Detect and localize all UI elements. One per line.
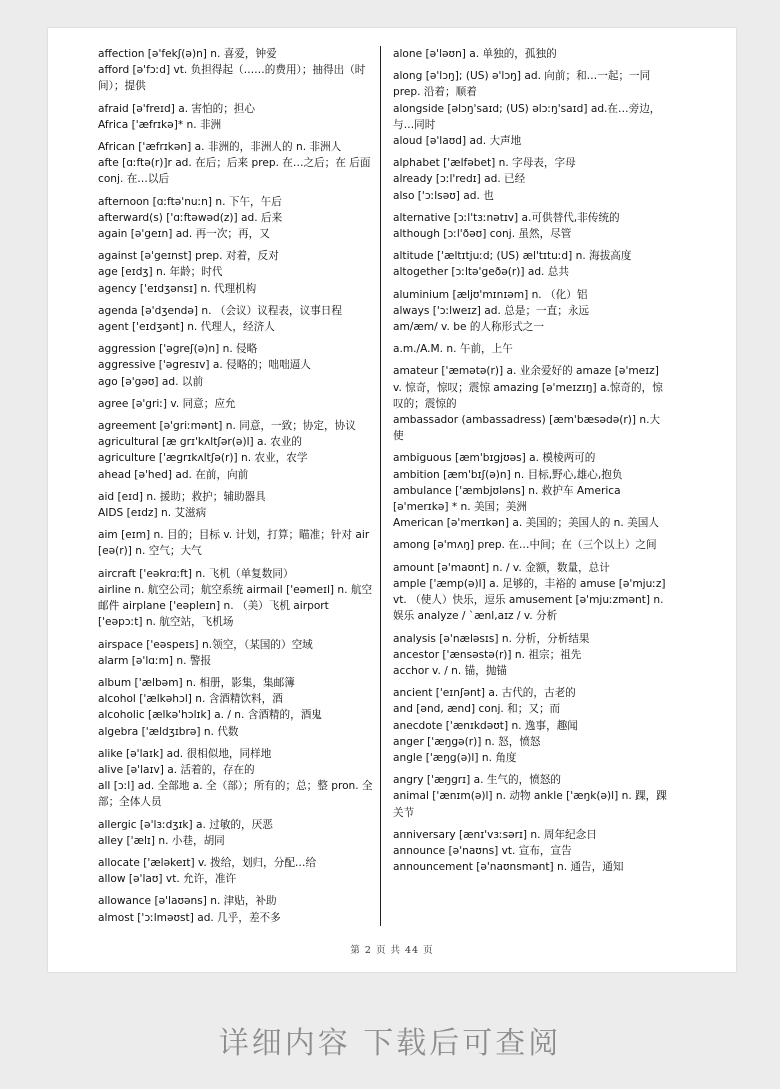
vocab-entry: alike [ə'laɪk] ad. 很相似地，同样地 alive [ə'laɪv] a. 活着的，存在的 all [ɔːl] ad. 全部地 a. 全（部）；所有的；总；整 pron. 全部；全体人员 xyxy=(98,747,373,809)
current-page-number: 2 xyxy=(364,945,372,956)
footer-prefix: 第 xyxy=(350,945,361,956)
total-page-count: 44 xyxy=(404,945,420,956)
vocab-entry: amount [ə'maʊnt] n. / v. 金额，数量，总计 ample ['æmp(ə)l] a. 足够的，丰裕的 amuse [ə'mjuːz] vt. （使人）快乐，逗乐 amusement [ə'mjuːzmənt] n. 娱乐 analyze / `ænl,aɪz / v. 分析 xyxy=(393,561,666,623)
vocab-entry: aim [eɪm] n. 目的；目标 v. 计划，打算；瞄准；针对 air [eə(r)] n. 空气；大气 xyxy=(98,529,370,558)
download-caption: 详细内容 下载后可查阅 xyxy=(218,1026,562,1061)
vocab-entry: album ['ælbəm] n. 相册，影集，集邮簿 alcohol ['ælkəhɔl] n. 含酒精饮料，酒 alcoholic [ælkə'hɔlɪk] a. / n. 含酒精的，酒鬼 algebra ['ældʒɪbrə] n. 代数 xyxy=(98,676,322,738)
vocab-entry: airspace ['eəspeɪs] n.领空，（某国的）空域 alarm [ə'lɑːm] n. 警报 xyxy=(98,638,313,667)
vocab-entry: afternoon [ɑːftə'nuːn] n. 下午，午后 afterward(s) ['ɑːftəwəd(z)] ad. 后来 again [ə'geɪn] ad. 再一次；再，又 xyxy=(98,195,283,241)
footer-suffix: 页 xyxy=(423,945,434,956)
vocab-entry: aircraft ['eəkrɑːft] n. 飞机（单复数同） airline n. 航空公司；航空系统 airmail ['eəmeɪl] n. 航空邮件 airplane ['eəpleɪn] n. （美）飞机 airport ['eəpɔːt] n. 航空站，飞机场 xyxy=(98,567,373,629)
vocab-entry: agree [ə'griː] v. 同意；应允 xyxy=(98,397,236,410)
vocab-entry: alphabet ['ælfəbet] n. 字母表，字母 already [ɔːl'redɪ] ad. 已经 also ['ɔːlsəʊ] ad. 也 xyxy=(393,157,576,202)
vocab-entry: angry ['æŋgrɪ] a. 生气的，愤怒的 animal ['ænɪm(ə)l] n. 动物 ankle ['æŋk(ə)l] n. 踝，踝关节 xyxy=(393,774,667,819)
vocab-entry: among [ə'mʌŋ] prep. 在…中间；在（三个以上）之间 xyxy=(393,539,657,552)
vocab-entry: allowance [ə'laʊəns] n. 津贴，补助 almost ['ɔːlməʊst] ad. 几乎，差不多 xyxy=(98,895,281,924)
vocab-entry: allocate ['æləkeɪt] v. 拨给，划归，分配…给 allow [ə'laʊ] vt. 允许，准许 xyxy=(98,856,317,886)
vocab-entry: aluminium [æljʊ'mɪnɪəm] n. （化）铝 always ['ɔːlweɪz] ad. 总是；一直；永远 am/æm/ v. be 的人称形式之一 xyxy=(393,288,590,334)
column-divider xyxy=(380,46,381,926)
left-column xyxy=(98,46,374,932)
vocab-entry: altitude ['æltɪtjuːd; (US) æl'tɪtuːd] n. 海拔高度 altogether [ɔːltə'geðə(r)] ad. 总共 xyxy=(393,250,632,279)
vocab-entry: agreement [ə'griːmənt] n. 同意，一致；协定，协议 agricultural [æ grɪ'kʌltʃər(ə)l] a. 农业的 agriculture ['ægrɪkʌltʃə(r)] n. 农业，农学 ahead [ə'hed] ad. 在前，向前 xyxy=(98,420,356,481)
vocab-entry: agenda [ə'dʒendə] n. （会议）议程表，议事日程 agent ['eɪdʒənt] n. 代理人，经济人 xyxy=(98,304,342,334)
vocab-entry: affection [ə'fekʃ(ə)n] n. 喜爱，钟爱 afford [ə'fɔːd] vt. 负担得起（……的费用）；抽得出（时间）；提供 xyxy=(98,48,366,93)
page-number-footer xyxy=(48,942,736,956)
vocab-entry: analysis [ə'næləsɪs] n. 分析，分析结果 ancestor ['ænsəstə(r)] n. 祖宗；祖先 acchor v. / n. 锚，抛锚 xyxy=(393,632,590,677)
vocab-entry: African ['æfrɪkən] a. 非洲的，非洲人的 n. 非洲人 afte [ɑːftə(r)]r ad. 在后；后来 prep. 在…之后；在 后面 conj. 在…以后 xyxy=(98,141,371,186)
vocab-entry: allergic [ə'lɜːdʒɪk] a. 过敏的，厌恶 alley ['ælɪ] n. 小巷，胡同 xyxy=(98,818,273,847)
vocab-entry: afraid [ə'freɪd] a. 害怕的；担心 Africa ['æfrɪkə]* n. 非洲 xyxy=(98,102,255,131)
document-page xyxy=(48,28,736,972)
vocab-entry: alternative [ɔːl'tɜːnətɪv] a.可供替代,非传统的 although [ɔːl'ðəʊ] conj. 虽然，尽管 xyxy=(393,211,620,241)
vocab-entry: anniversary [ænɪ'vɜːsərɪ] n. 周年纪念日 announce [ə'naʊns] vt. 宣布，宣告 announcement [ə'naʊnsmənt] n. 通告，通知 xyxy=(393,828,624,874)
vocab-entry: along [ə'lɔŋ]; (US) ə'lɔŋ] ad. 向前；和…一起；一同 prep. 沿着；顺着 alongside [əlɔŋ'saɪd; (US) əlɔːŋ'saɪd] ad.在…旁边，与…同时 aloud [ə'laʊd] ad. 大声地 xyxy=(393,70,661,148)
vocab-entry: aid [eɪd] n. 援助；救护；辅助器具 AIDS [eɪdz] n. 艾滋病 xyxy=(98,490,266,520)
vocab-entry: ancient ['eɪnʃənt] a. 古代的，古老的 and [ənd, ænd] conj. 和；又；而 anecdote ['ænɪkdəʊt] n. 逸事，趣闻 anger ['æŋgə(r)] n. 怒，愤怒 angle ['æŋg(ə)l] n. 角度 xyxy=(393,687,578,764)
footer-middle: 页 共 xyxy=(375,945,401,956)
vocab-entry: a.m./A.M. n. 午前，上午 xyxy=(393,343,513,356)
vocab-entry: ambiguous [æm'bɪgjʊəs] a. 模棱两可的 ambition [æm'bɪʃ(ə)n] n. 目标,野心,雄心,抱负 ambulance ['æmbjʊləns] n. 救护车 America [ə'merɪkə] * n. 美国；美洲 American [ə'merɪkən] a. 美国的；美国人的 n. 美国人 xyxy=(393,452,659,530)
vocab-entry: alone [ə'ləʊn] a. 单独的，孤独的 xyxy=(393,48,557,60)
vocab-entry: aggression ['əgreʃ(ə)n] n. 侵略 aggressive ['əgresɪv] a. 侵略的；咄咄逼人 ago [ə'gəʊ] ad. 以前 xyxy=(98,343,311,388)
vocab-entry: against [ə'geɪnst] prep. 对着，反对 age [eɪdʒ] n. 年龄；时代 agency ['eɪdʒənsɪ] n. 代理机构 xyxy=(98,250,279,295)
right-column xyxy=(393,46,669,881)
vocab-entry: amateur ['æmətə(r)] a. 业余爱好的 amaze [ə'meɪz] v. 惊奇，惊叹；震惊 amazing [ə'meɪzɪŋ] a.惊奇的，惊叹的；震惊的 ambassador (ambassadress) [æm'bæsədə(r)] n.大使 xyxy=(393,365,663,443)
